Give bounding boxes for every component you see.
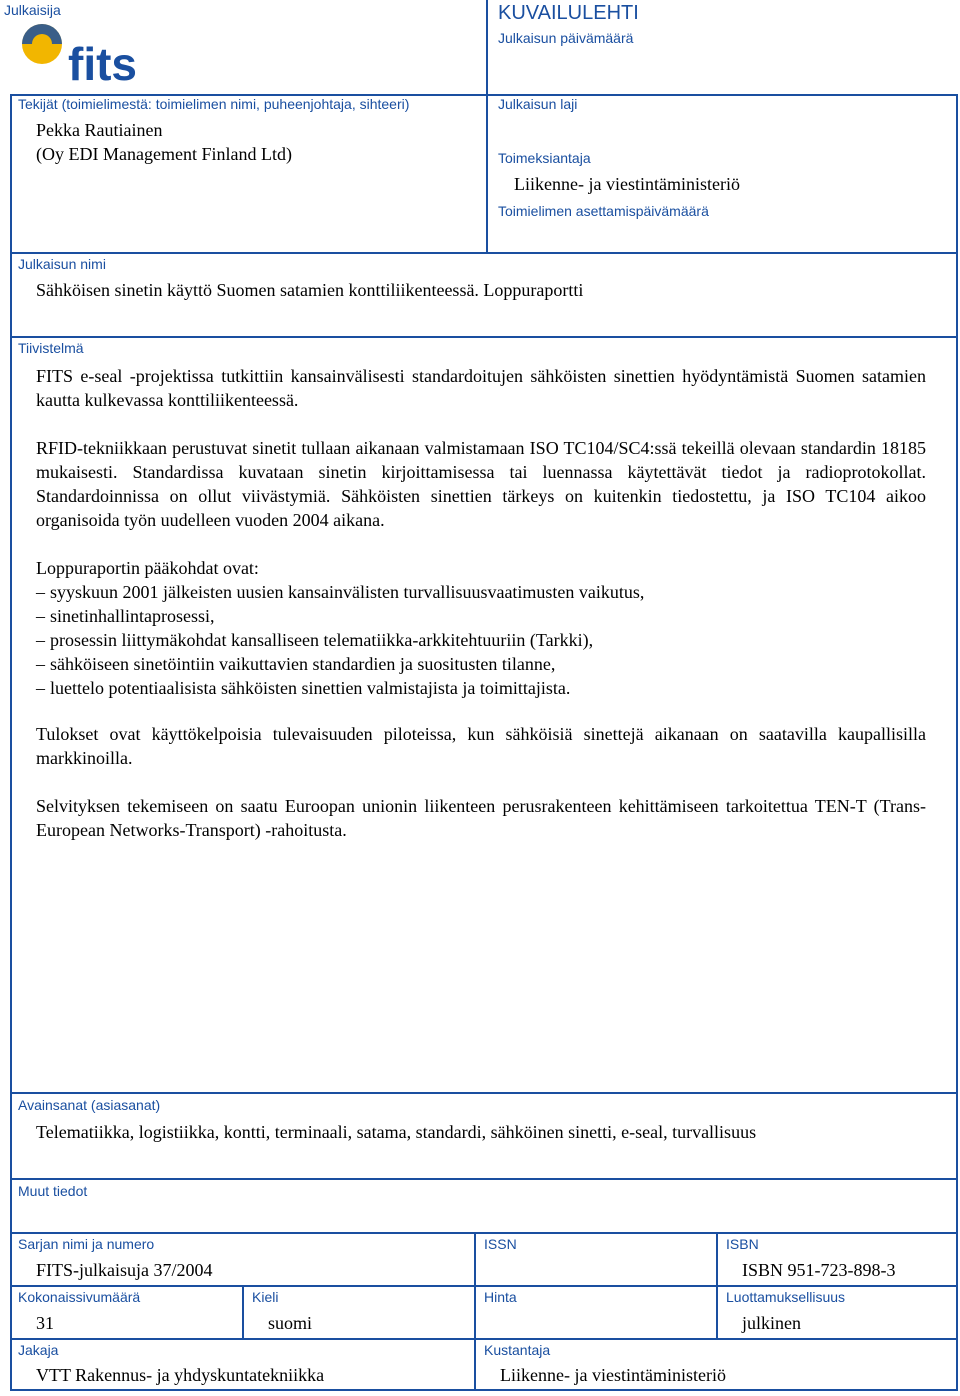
border-right	[956, 94, 958, 1391]
author-org: (Oy EDI Management Finland Ltd)	[36, 144, 292, 164]
language-label: Kieli	[252, 1289, 279, 1305]
divider	[10, 252, 958, 254]
confidentiality-label: Luottamuksellisuus	[726, 1289, 846, 1305]
abstract-paragraph-4: Tulokset ovat käyttökelpoisia tulevaisuuden piloteissa, kun sähköisiä sinettejä aikanaan on saatavilla kaupallisilla markkinoilla.	[36, 724, 926, 768]
series-value: FITS-julkaisuja 37/2004	[36, 1260, 213, 1280]
other-info-label: Muut tiedot	[18, 1183, 88, 1199]
list-item: – syyskuun 2001 jälkeisten uusien kansainvälisten turvallisuusvaatimusten vaikutus,	[36, 580, 926, 604]
distributor-value: VTT Rakennus- ja yhdyskuntatekniikka	[36, 1365, 325, 1385]
confidentiality-value: julkinen	[742, 1313, 801, 1333]
fits-logo	[16, 20, 146, 90]
pages-label: Kokonaissivumäärä	[18, 1289, 141, 1305]
divider	[10, 1178, 958, 1180]
doc-type: KUVAILULEHTI	[498, 2, 639, 24]
divider	[10, 1232, 958, 1234]
abstract-label: Tiivistelmä	[18, 340, 84, 356]
issn-label: ISSN	[484, 1236, 517, 1252]
isbn-value: ISBN 951-723-898-3	[742, 1260, 896, 1280]
divider	[10, 1285, 958, 1287]
author-name: Pekka Rautiainen	[36, 120, 163, 140]
keywords-value: Telematiikka, logistiikka, kontti, terminaali, satama, standardi, sähköinen sinetti, e-seal, turvallisuus	[36, 1122, 757, 1142]
date-label: Julkaisun päivämäärä	[498, 30, 634, 46]
divider	[10, 336, 958, 338]
abstract-key-points	[36, 556, 926, 700]
established-date-label: Toimielimen asettamispäivämäärä	[498, 203, 709, 219]
pages-value: 31	[36, 1313, 54, 1333]
publication-type-label: Julkaisun laji	[498, 96, 578, 112]
abstract-paragraph-1: FITS e-seal -projektissa tutkittiin kansainvälisesti standardoitujen sähköisten sinettien hyödyntämistä Suomen satamien kautta kulkevassa konttiliikenteessä.	[36, 366, 926, 410]
distributor-label: Jakaja	[18, 1342, 59, 1358]
divider	[10, 1389, 958, 1391]
publication-title: Sähköisen sinetin käyttö Suomen satamien konttiliikenteessä. Loppuraportti	[36, 280, 584, 300]
key-points-intro: Loppuraportin pääkohdat ovat:	[36, 558, 259, 578]
abstract-paragraph-2: RFID-tekniikkaan perustuvat sinetit tullaan aikanaan valmistamaan ISO TC104/SC4:ssä tekeillä olevaan standardin 18185 mukaisesti. Standardissa kuvataan sinetin kirjoittamisessa tai luennassa käytettävät tiedot ja radioprotokollat. Standardoinnissa on ollut viivästymiä. Sähköisten sinettien tärkeys on kuitenkin tiedostettu, ja ISO TC104 aikoo organisoida työn uudelleen vuoden 2004 aikana.	[36, 438, 926, 530]
divider	[10, 1338, 958, 1340]
logo-text: fits	[68, 38, 137, 90]
commissioner-label: Toimeksiantaja	[498, 150, 591, 166]
divider	[474, 1232, 476, 1391]
divider	[716, 1232, 718, 1338]
divider	[242, 1285, 244, 1338]
price-label: Hinta	[484, 1289, 517, 1305]
divider	[486, 0, 488, 254]
list-item: – luettelo potentiaalisista sähköisten sinettien valmistajista ja toimittajista.	[36, 676, 926, 700]
list-item: – sinetinhallintaprosessi,	[36, 604, 926, 628]
publisher-label: Julkaisija	[4, 2, 61, 18]
key-points-list	[36, 580, 926, 700]
language-value: suomi	[268, 1313, 313, 1333]
title-label: Julkaisun nimi	[18, 256, 106, 272]
series-label: Sarjan nimi ja numero	[18, 1236, 155, 1252]
divider	[10, 1092, 958, 1094]
commissioner-value: Liikenne- ja viestintäministeriö	[514, 174, 740, 194]
fits-logo-icon	[16, 20, 146, 90]
isbn-label: ISBN	[726, 1236, 759, 1252]
publisher-name-value: Liikenne- ja viestintäministeriö	[500, 1365, 726, 1385]
abstract-paragraph-5: Selvityksen tekemiseen on saatu Euroopan unionin liikenteen perusrakenteen kehittämiseen tarkoitettua TEN-T (Trans-European Networks-Transport) -rahoitusta.	[36, 796, 926, 840]
publisher-name-label: Kustantaja	[484, 1342, 551, 1358]
keywords-label: Avainsanat (asiasanat)	[18, 1097, 161, 1113]
authors-label: Tekijät (toimielimestä: toimielimen nimi, puheenjohtaja, sihteeri)	[18, 96, 410, 112]
border-left	[10, 94, 12, 1391]
list-item: – sähköiseen sinetöintiin vaikuttavien standardien ja suositusten tilanne,	[36, 652, 926, 676]
list-item: – prosessin liittymäkohdat kansalliseen telematiikka-arkkitehtuuriin (Tarkki),	[36, 628, 926, 652]
